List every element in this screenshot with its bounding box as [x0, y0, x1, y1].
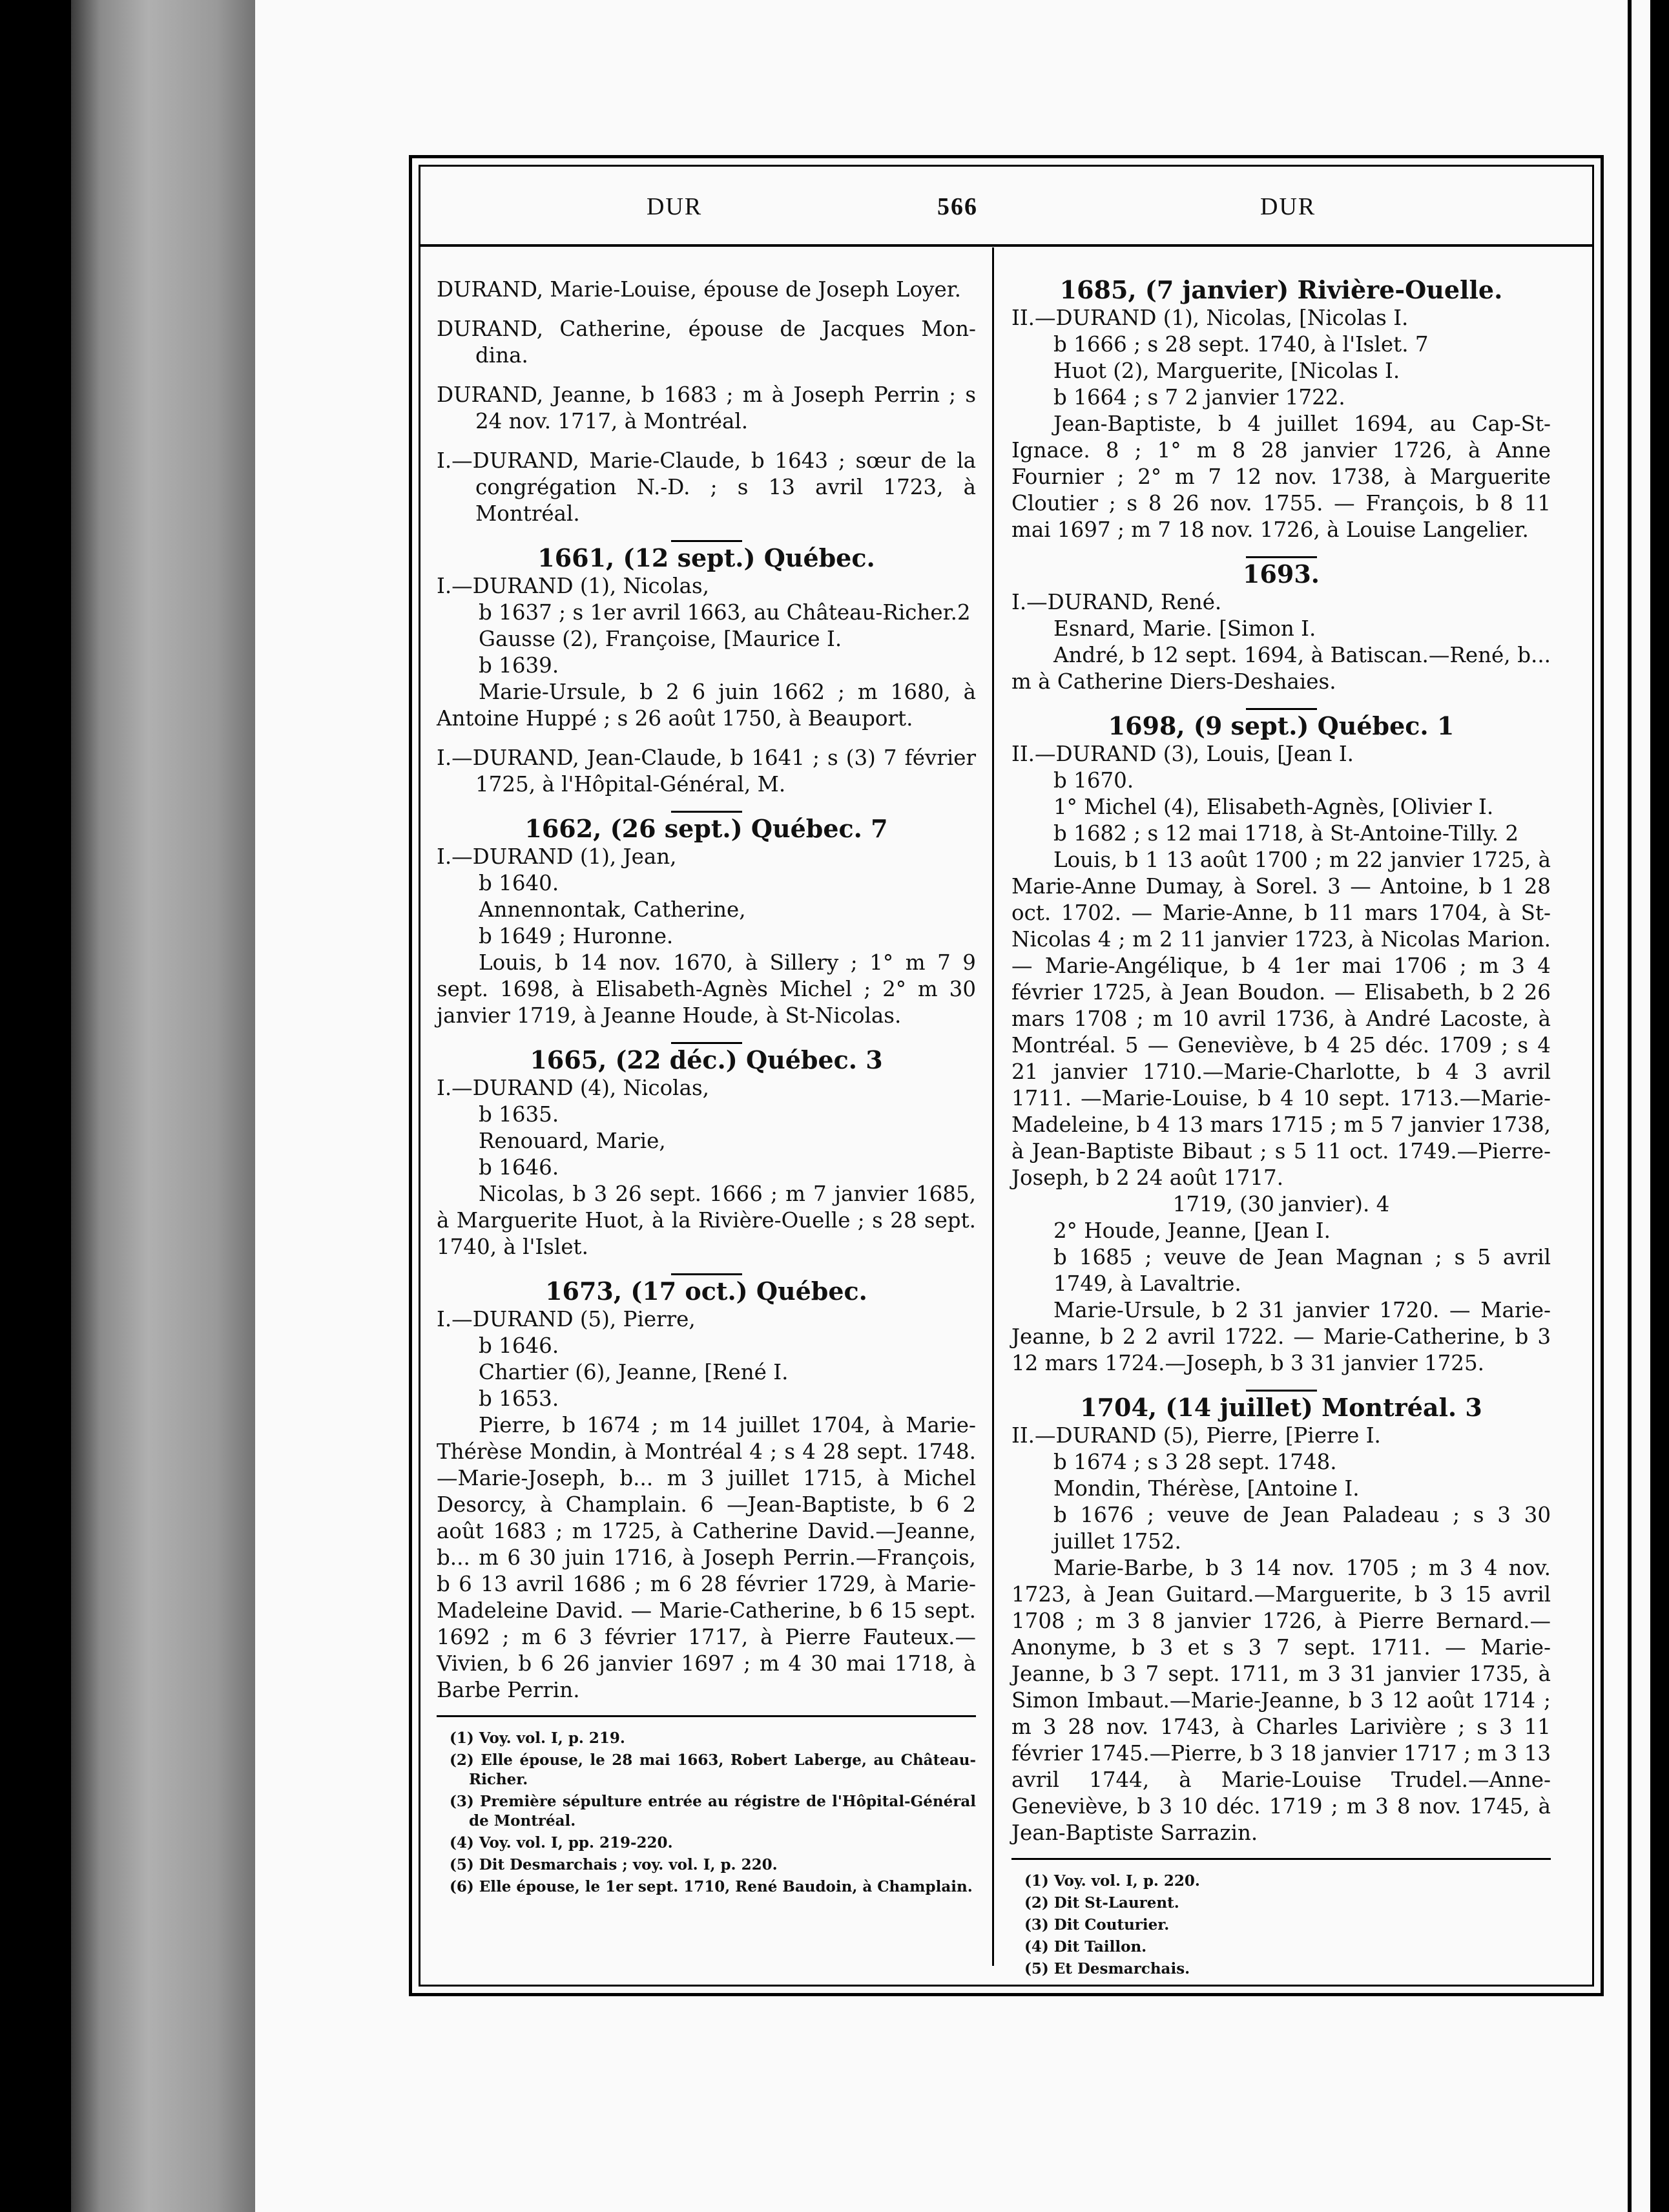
marriage-year-heading: 1673, (17 oct.) Québec. [545, 1277, 867, 1306]
section-rule [671, 540, 742, 542]
footnote: (6) Elle épouse, le 1er sept. 1710, René Baudoin, à Champlain. [450, 1878, 973, 1895]
entry-line: I.—DURAND (4), Nicolas, [437, 1076, 709, 1100]
book-spine [71, 0, 265, 2212]
entry-line: b 1646. [479, 1155, 559, 1180]
page-number: 566 [937, 193, 978, 220]
entry-line: I.—DURAND (1), Jean, [437, 844, 677, 869]
footnote: (4) Dit Taillon. [1024, 1938, 1147, 1956]
footnote-rule [1011, 1858, 1551, 1860]
entry-line: Esnard, Marie. [Simon I. [1053, 616, 1316, 641]
column-divider [992, 247, 994, 1966]
children-text: Nicolas, b 3 26 sept. 1666 ; m 7 janvier 1685, à Marguerite Huot, à la Rivière-Ouelle ; s 28 sept. 1740, à l'Islet. [437, 1182, 976, 1259]
entry-line: II.—DURAND (1), Nicolas, [Nicolas I. [1011, 306, 1409, 330]
entry-line: Gausse (2), Françoise, [Maurice I. [479, 627, 842, 651]
footnote: (1) Voy. vol. I, p. 220. [1024, 1872, 1200, 1890]
footnotes-right [1011, 1872, 1551, 1979]
marriage-year-heading: 1693. [1243, 559, 1320, 589]
marriage-year-heading: 1698, (9 sept.) Québec. 1 [1108, 711, 1455, 740]
children-text: Jean-Baptiste, b 4 juillet 1694, au Cap-St-Ignace. 8 ; 1° m 8 28 janvier 1726, à Anne Fournier ; 2° m 7 12 nov. 1738, à Marguerite Cloutier ; s 8 26 nov. 1755. — François, b 8 11 mai 1697 ; m 7 18 nov. 1726, à Louise Langelier. [1011, 412, 1551, 542]
section-rule [1246, 1390, 1317, 1392]
right-column [1011, 276, 1551, 1981]
footnote: (5) Et Desmarchais. [1024, 1960, 1190, 1977]
marriage-year-heading: 1704, (14 juillet) Montréal. 3 [1080, 1393, 1482, 1422]
entry-line: I.—DURAND (1), Nicolas, [437, 574, 709, 598]
entry-line: b 1685 ; veuve de Jean Magnan ; s 5 avril 1749, à Lavaltrie. [1053, 1245, 1551, 1296]
entry-line: I.—DURAND (5), Pierre, [437, 1307, 696, 1331]
header-rule [420, 244, 1592, 247]
entry-line: Huot (2), Marguerite, [Nicolas I. [1053, 359, 1400, 383]
children-text: Marie-Ursule, b 2 6 juin 1662 ; m 1680, à Antoine Huppé ; s 26 août 1750, à Beauport. [437, 680, 976, 731]
entry-line: Renouard, Marie, [479, 1129, 666, 1153]
entry-line: b 1646. [479, 1333, 559, 1358]
entry-line: b 1649 ; Huronne. [479, 924, 674, 948]
entry-line: I.—DURAND, René. [1011, 590, 1222, 614]
entry-line: b 1639. [479, 653, 559, 678]
entry-line: b 1670. [1053, 768, 1134, 793]
entry-text: I.—DURAND, Jean-Claude, b 1641 ; s (3) 7 février 1725, à l'Hôpital-Général, M. [437, 746, 976, 797]
footnote: (2) Elle épouse, le 28 mai 1663, Robert Laberge, au Château-Richer. [450, 1751, 976, 1788]
header-right: DUR [1260, 193, 1316, 220]
children-text: Marie-Barbe, b 3 14 nov. 1705 ; m 3 4 nov. 1723, à Jean Guitard.—Marguerite, b 3 15 avril 1708 ; m 3 8 janvier 1726, à Pierre Bernard.—Anonyme, b 3 et s 3 7 sept. 1711. — Marie-Jeanne, b 3 7 sept. 1711, m 3 31 janvier 1735, à Simon Imbaut.—Marie-Jeanne, b 3 12 août 1714 ; m 3 28 nov. 1743, à Charles Larivière ; s 3 11 février 1745.—Pierre, b 3 18 janvier 1717 ; m 3 13 avril 1744, à Marie-Louise Trudel.—Anne-Geneviève, b 3 10 déc. 1719 ; m 3 8 nov. 1745, à Jean-Baptiste Sarrazin. [1011, 1556, 1551, 1845]
section-rule [671, 811, 742, 813]
next-page-edge [1628, 0, 1650, 2212]
entry-text: DURAND, Jeanne, b 1683 ; m à Joseph Perrin ; s 24 nov. 1717, à Montréal. [437, 382, 976, 433]
footnote-rule [437, 1715, 976, 1717]
header-left: DUR [647, 193, 703, 220]
entry-line: b 1664 ; s 7 2 janvier 1722. [1053, 385, 1345, 410]
marriage-year-heading: 1662, (26 sept.) Québec. 7 [524, 814, 888, 843]
section-rule [1246, 556, 1317, 558]
entry-line: b 1653. [479, 1386, 559, 1411]
section-rule [671, 1042, 742, 1044]
marriage-year-heading: 1665, (22 déc.) Québec. 3 [530, 1045, 883, 1074]
entry-line: Chartier (6), Jeanne, [René I. [479, 1360, 789, 1384]
running-header [420, 193, 1592, 238]
entry-line: b 1674 ; s 3 28 sept. 1748. [1053, 1450, 1337, 1474]
page-frame-inner [419, 165, 1594, 1987]
entry-line: Annennontak, Catherine, [479, 897, 746, 922]
entry-line: b 1637 ; s 1er avril 1663, au Château-Richer.2 [479, 600, 971, 625]
children-text: Marie-Ursule, b 2 31 janvier 1720. — Marie-Jeanne, b 2 2 avril 1722. — Marie-Catherine, b 3 12 mars 1724.—Joseph, b 3 31 janvier 1725. [1011, 1298, 1551, 1375]
entry-line: b 1676 ; veuve de Jean Paladeau ; s 3 30 juillet 1752. [1053, 1503, 1551, 1554]
footnote: (2) Dit St-Laurent. [1024, 1894, 1179, 1912]
entry-line: Mondin, Thérèse, [Antoine I. [1053, 1476, 1360, 1501]
section-rule [1246, 708, 1317, 710]
entry-text: DURAND, Marie-Louise, épouse de Joseph Loyer. [437, 277, 961, 302]
entry-line: b 1640. [479, 871, 559, 895]
section-rule [671, 1273, 742, 1275]
marriage-year-heading: 1661, (12 sept.) Québec. [537, 543, 875, 572]
entry-line: II.—DURAND (3), Louis, [Jean I. [1011, 742, 1354, 766]
page-frame [409, 155, 1604, 1996]
entry-line: 2° Houde, Jeanne, [Jean I. [1053, 1218, 1331, 1243]
entry-line: II.—DURAND (5), Pierre, [Pierre I. [1011, 1423, 1381, 1448]
footnotes-left [437, 1729, 976, 1897]
entry-line: b 1682 ; s 12 mai 1718, à St-Antoine-Tilly. 2 [1053, 821, 1519, 846]
speck [326, 1441, 331, 1446]
children-text: André, b 12 sept. 1694, à Batiscan.—René, b... m à Catherine Diers-Deshaies. [1011, 643, 1551, 694]
footnote: (4) Voy. vol. I, pp. 219-220. [450, 1834, 673, 1852]
entry-line: 1° Michel (4), Elisabeth-Agnès, [Olivier I. [1053, 795, 1494, 819]
footnote: (5) Dit Desmarchais ; voy. vol. I, p. 220. [450, 1856, 778, 1873]
children-text: Pierre, b 1674 ; m 14 juillet 1704, à Marie-Thérèse Mondin, à Montréal 4 ; s 4 28 sept. 1748. —Marie-Joseph, b... m 3 juillet 1715, à Michel Desorcy, à Champlain. 6 —Jean-Baptiste, b 6 2 août 1683 ; m 1725, à Catherine David.—Jeanne, b... m 6 30 juin 1716, à Joseph Perrin.—François, b 6 13 avril 1686 ; m 6 28 février 1729, à Marie-Madeleine David. — Marie-Catherine, b 6 15 sept. 1692 ; m 6 3 février 1717, à Pierre Fauteux.—Vivien, b 6 26 janvier 1697 ; m 4 30 mai 1718, à Barbe Perrin. [437, 1413, 976, 1702]
footnote: (3) Dit Couturier. [1024, 1916, 1170, 1934]
children-text: Louis, b 14 nov. 1670, à Sillery ; 1° m 7 9 sept. 1698, à Elisabeth-Agnès Michel ; 2° m 30 janvier 1719, à Jeanne Houde, à St-Nicolas. [437, 950, 976, 1028]
footnote: (3) Première sépulture entrée au régistre de l'Hôpital-Général de Montréal. [450, 1793, 976, 1830]
left-column [437, 276, 976, 1899]
entry-text: DURAND, Catherine, épouse de Jacques Mon-dina. [437, 317, 976, 368]
marriage-date-line: 1719, (30 janvier). 4 [1172, 1192, 1390, 1216]
footnote: (1) Voy. vol. I, p. 219. [450, 1729, 625, 1747]
entry-line: b 1635. [479, 1102, 559, 1127]
children-text: Louis, b 1 13 août 1700 ; m 22 janvier 1725, à Marie-Anne Dumay, à Sorel. 3 — Antoine, b 1 28 oct. 1702. — Marie-Anne, b 11 mars 1704, à St-Nicolas 4 ; m 2 11 janvier 1723, à Nicolas Marion. — Marie-Angélique, b 4 1er mai 1706 ; m 3 4 février 1725, à Jean Boudon. — Elisabeth, b 2 26 mars 1708 ; m 10 avril 1736, à André Lacoste, à Montréal. 5 — Geneviève, b 4 25 déc. 1709 ; s 4 21 janvier 1710.—Marie-Charlotte, b 4 3 avril 1711. —Marie-Louise, b 4 10 sept. 1713.—Marie-Madeleine, b 4 13 mars 1715 ; m 5 7 janvier 1738, à Jean-Baptiste Bibaut ; s 5 11 oct. 1749.—Pierre-Joseph, b 2 24 août 1717. [1011, 848, 1551, 1190]
book-page [255, 0, 1650, 2212]
entry-line: b 1666 ; s 28 sept. 1740, à l'Islet. 7 [1053, 332, 1429, 357]
marriage-year-heading: 1685, (7 janvier) Rivière-Ouelle. [1059, 275, 1503, 304]
entry-text: I.—DURAND, Marie-Claude, b 1643 ; sœur de la congrégation N.-D. ; s 13 avril 1723, à Montréal. [437, 448, 976, 526]
